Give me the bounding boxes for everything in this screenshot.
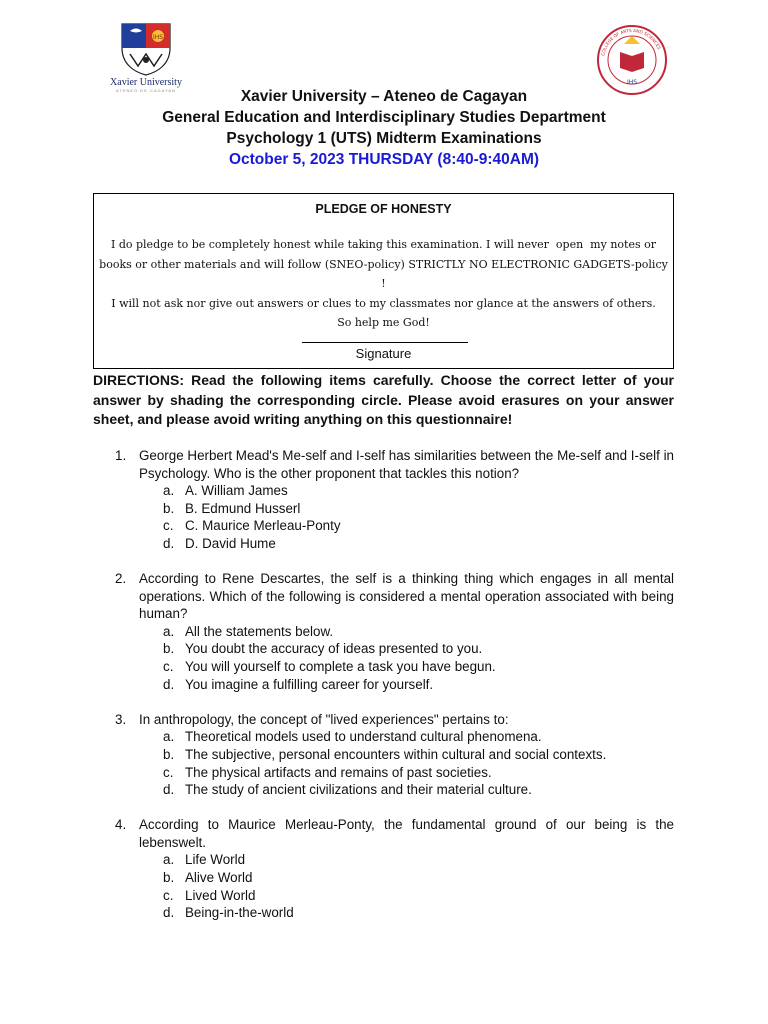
question-number: 1.	[115, 448, 127, 463]
option-text: Life World	[185, 852, 246, 868]
option-text: B. Edmund Husserl	[185, 500, 301, 516]
answer-option	[139, 781, 674, 799]
option-letter: b.	[163, 746, 175, 762]
option-text: D. David Hume	[185, 535, 276, 551]
option-letter: c.	[163, 659, 174, 675]
option-text: A. William James	[185, 483, 288, 499]
directions: DIRECTIONS: Read the following items carefully. Choose the correct letter of your answer by shading the corresponding circle. Please avoid erasures on your answer sheet, and please avoid writing anything on this questionnaire!	[93, 372, 674, 427]
option-text: Lived World	[185, 887, 256, 903]
option-text: You will yourself to complete a task you have begun.	[185, 659, 496, 675]
question-number: 2.	[115, 571, 127, 587]
answer-option	[139, 764, 674, 782]
question-item	[93, 570, 674, 693]
option-text: The subjective, personal encounters within cultural and social contexts.	[185, 746, 607, 762]
answer-option	[139, 746, 674, 764]
signature-line[interactable]	[302, 342, 468, 343]
answer-option	[139, 728, 674, 746]
option-text: Theoretical models used to understand cultural phenomena.	[185, 729, 542, 745]
option-text: You imagine a fulfilling career for yourself.	[185, 676, 434, 692]
answer-option	[139, 676, 674, 694]
university-shield-icon	[120, 22, 172, 76]
answer-option	[139, 482, 674, 500]
option-text: C. Maurice Merleau-Ponty	[185, 518, 341, 534]
question-item	[93, 816, 674, 922]
option-letter: a.	[163, 729, 175, 745]
option-letter: d.	[163, 676, 175, 692]
pledge-line: books or other materials and will follow (SNEO-policy) STRICTLY NO ELECTRONIC GADGETS-policy !	[99, 257, 668, 290]
answer-option	[139, 887, 674, 905]
logo-subcaption: ATENEO DE CAGAYAN	[116, 88, 176, 93]
exam-header	[0, 86, 768, 170]
option-letter: b.	[163, 869, 175, 885]
question-text: According to Rene Descartes, the self is a thinking thing which engages in all mental operations. Which of the following is considered a mental operation associated with being human?	[139, 571, 674, 622]
option-letter: d.	[163, 905, 175, 921]
option-text: The physical artifacts and remains of past societies.	[185, 764, 492, 780]
answer-option	[139, 517, 674, 535]
option-letter: c.	[163, 887, 174, 903]
question-text: According to Maurice Merleau-Ponty, the fundamental ground of our being is the lebenswelt.	[139, 817, 674, 850]
answer-option	[139, 851, 674, 869]
answer-option	[139, 640, 674, 658]
pledge-of-honesty-box	[93, 193, 674, 369]
exam-date: October 5, 2023 THURSDAY (8:40-9:40AM)	[228, 151, 540, 168]
question-number: 3.	[115, 711, 127, 727]
option-letter: b.	[163, 641, 175, 657]
question-number: 4.	[115, 817, 127, 833]
question-text: George Herbert Mead's Me-self and I-self has similarities between the Me-self and I-self in Psychology. Who is the other proponent that tackles this notion?	[139, 448, 674, 481]
answer-option	[139, 658, 674, 676]
signature-label: Signature	[355, 346, 412, 361]
question-list	[93, 447, 674, 939]
answer-option	[139, 623, 674, 641]
option-text: All the statements below.	[185, 623, 334, 639]
option-letter: a.	[163, 623, 175, 639]
question-item	[93, 711, 674, 799]
pledge-line: I will not ask nor give out answers or clues to my classmates nor glance at the answers of others.	[111, 296, 656, 310]
exam-title: Psychology 1 (UTS) Midterm Examinations	[226, 130, 542, 147]
answer-option	[139, 500, 674, 518]
option-letter: a.	[163, 852, 175, 868]
option-text: You doubt the accuracy of ideas presented to you.	[185, 641, 483, 657]
option-letter: c.	[163, 518, 174, 534]
option-text: Alive World	[185, 869, 253, 885]
option-letter: b.	[163, 500, 175, 516]
pledge-line: I do pledge to be completely honest while taking this examination. I will never open my notes or	[111, 238, 656, 251]
pledge-text	[98, 235, 669, 333]
option-text: Being-in-the-world	[185, 905, 294, 921]
pledge-line: So help me God!	[337, 316, 430, 329]
answer-option	[139, 535, 674, 553]
answer-option	[139, 904, 674, 922]
option-letter: a.	[163, 483, 175, 499]
pledge-title: PLEDGE OF HONESTY	[315, 202, 452, 216]
department-name: General Education and Interdisciplinary Studies Department	[162, 109, 606, 126]
question-text: In anthropology, the concept of "lived experiences" pertains to:	[139, 711, 509, 727]
seal-text: COLLEGE OF ARTS AND SCIENCES	[601, 28, 661, 57]
question-item	[93, 447, 674, 553]
seal-initials: IHS	[626, 79, 638, 86]
option-text: The study of ancient civilizations and their material culture.	[185, 782, 532, 798]
svg-text:IHS: IHS	[152, 34, 164, 41]
answer-option	[139, 869, 674, 887]
logo-caption: Xavier University	[110, 77, 182, 88]
option-letter: d.	[163, 535, 175, 551]
university-name: Xavier University – Ateneo de Cagayan	[240, 88, 528, 105]
option-letter: d.	[163, 782, 175, 798]
option-letter: c.	[163, 764, 174, 780]
